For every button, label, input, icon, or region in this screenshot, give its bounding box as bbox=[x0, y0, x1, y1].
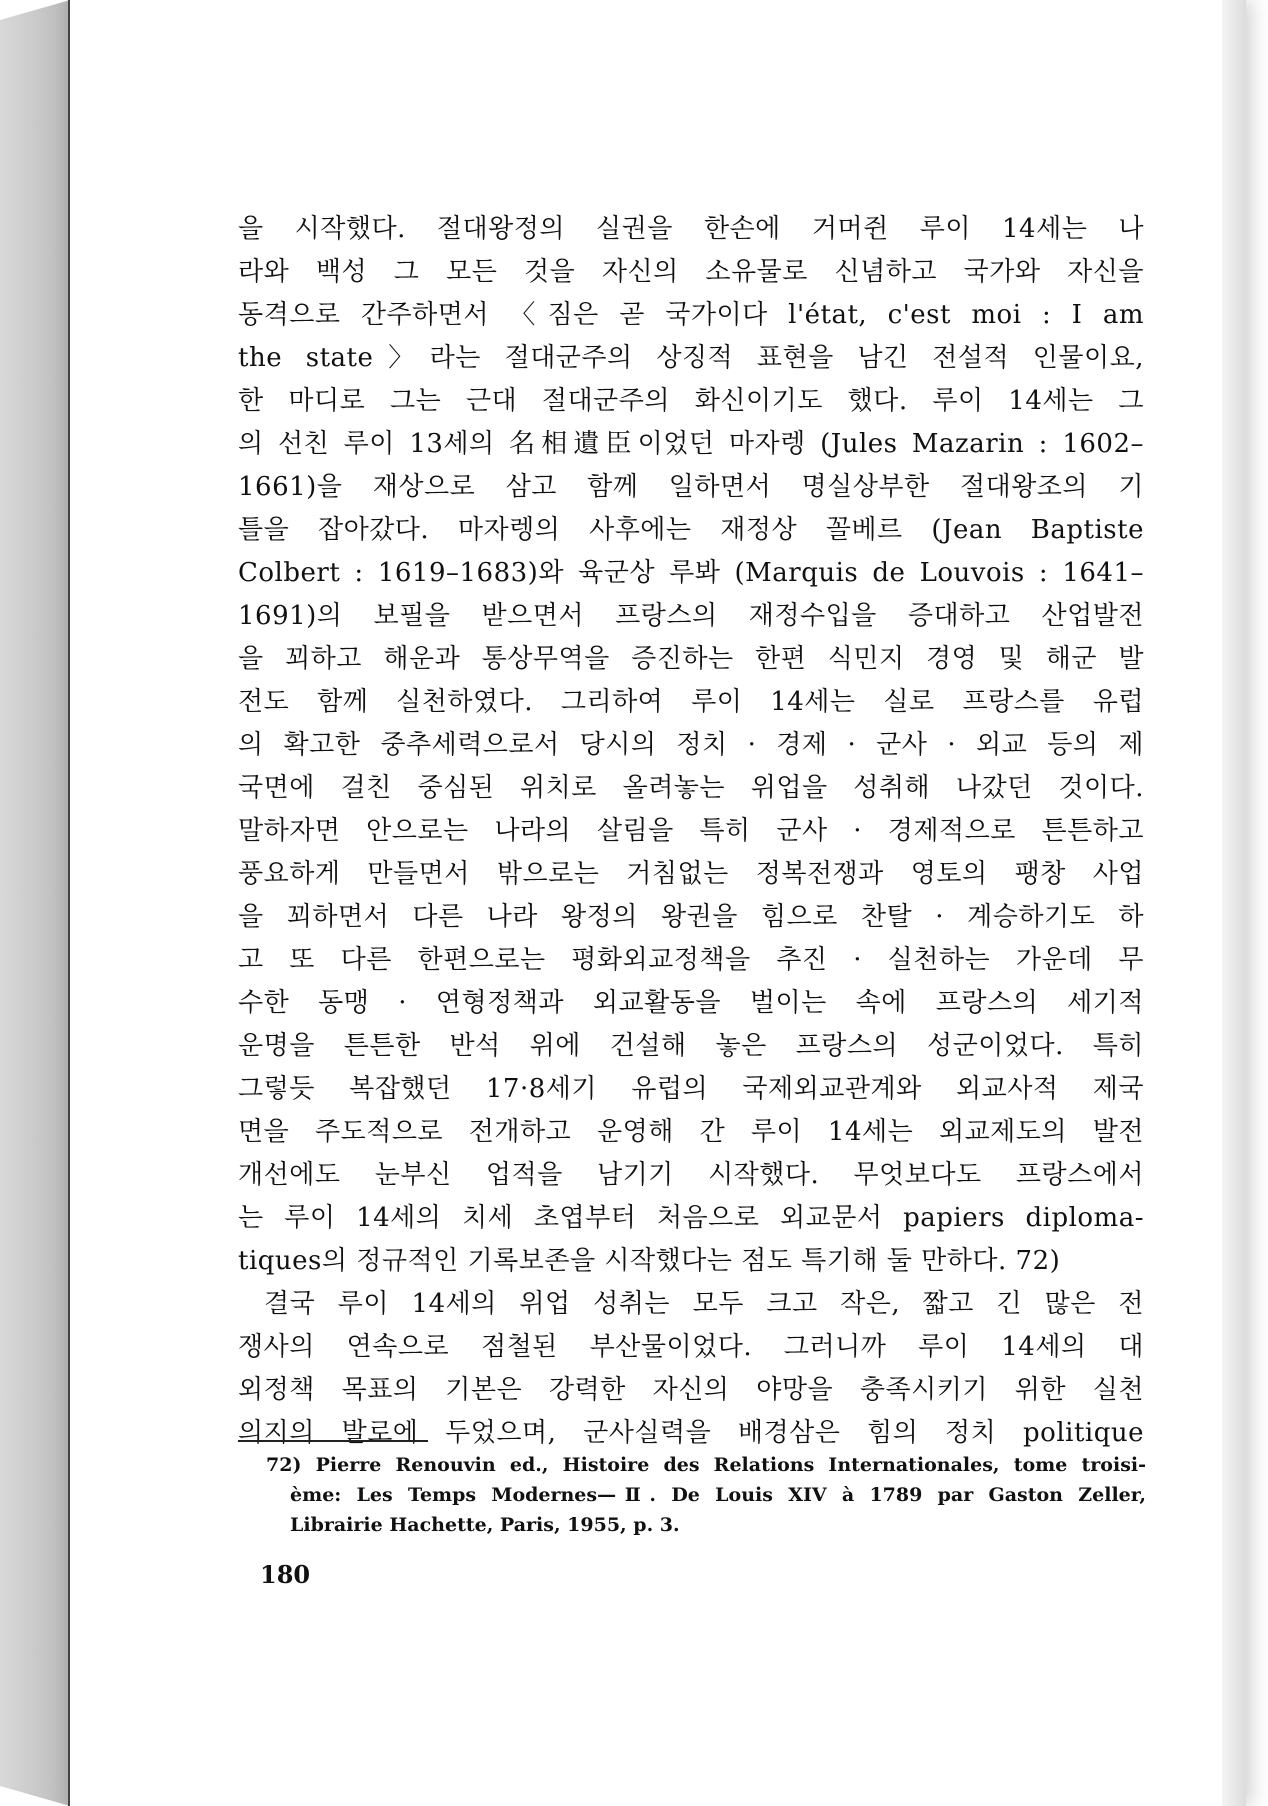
text-line: 쟁사의 연속으로 점철된 부산물이었다. 그러니까 루이 14세의 대 bbox=[238, 1332, 1144, 1362]
text-line: 개선에도 눈부신 업적을 남기기 시작했다. 무엇보다도 프랑스에서 bbox=[238, 1160, 1144, 1190]
footnotes bbox=[266, 1450, 1146, 1540]
text-line: 고 또 다른 한편으로는 평화외교정책을 추진 · 실천하는 가운데 무 bbox=[238, 945, 1144, 975]
text-line: 면을 주도적으로 전개하고 운영해 간 루이 14세는 외교제도의 발전 bbox=[238, 1117, 1144, 1147]
book-spine bbox=[0, 0, 70, 1806]
text-line: 말하자면 안으로는 나라의 살림을 특히 군사 · 경제적으로 튼튼하고 bbox=[238, 816, 1144, 846]
footnote-line: 72) Pierre Renouvin ed., Histoire des Relations Internationales, tome troisi- bbox=[266, 1454, 1146, 1476]
text-line: 는 루이 14세의 치세 초엽부터 처음으로 외교문서 papiers diploma- bbox=[238, 1203, 1144, 1233]
text-line: 을 꾀하면서 다른 나라 왕정의 왕권을 힘으로 찬탈 · 계승하기도 하 bbox=[238, 902, 1144, 932]
text-line: 라와 백성 그 모든 것을 자신의 소유물로 신념하고 국가와 자신을 bbox=[238, 257, 1144, 287]
text-line: 결국 루이 14세의 위업 성취는 모두 크고 작은, 짧고 긴 많은 전 bbox=[264, 1289, 1144, 1319]
footnote-line: ème: Les Temps Modernes—Ⅱ. De Louis XIV à 1789 par Gaston Zeller, bbox=[290, 1484, 1146, 1506]
text-line: tiques의 정규적인 기록보존을 시작했다는 점도 특기해 둘 만하다. 72) bbox=[238, 1246, 1061, 1276]
page-edge bbox=[1222, 0, 1246, 1806]
text-line: 외정책 목표의 기본은 강력한 자신의 야망을 충족시키기 위한 실천 bbox=[238, 1375, 1144, 1405]
footnote-line: Librairie Hachette, Paris, 1955, p. 3. bbox=[290, 1514, 680, 1536]
text-line: Colbert : 1619–1683)와 육군상 루봐 (Marquis de Louvois : 1641– bbox=[238, 558, 1144, 588]
text-line: the state〉라는 절대군주의 상징적 표현을 남긴 전설적 인물이요, bbox=[238, 343, 1144, 373]
text-line: 국면에 걸친 중심된 위치로 올려놓는 위업을 성취해 나갔던 것이다. bbox=[238, 773, 1144, 803]
text-line: 풍요하게 만들면서 밖으로는 거침없는 정복전쟁과 영토의 팽창 사업 bbox=[238, 859, 1144, 889]
book-page bbox=[68, 0, 1246, 1806]
text-line: 의 확고한 중추세력으로서 당시의 정치 · 경제 · 군사 · 외교 등의 제 bbox=[238, 730, 1144, 760]
text-line: 동격으로 간주하면서 〈짐은 곧 국가이다 l'état, c'est moi : I am bbox=[238, 300, 1144, 330]
text-line: 운명을 튼튼한 반석 위에 건설해 놓은 프랑스의 성군이었다. 특히 bbox=[238, 1031, 1144, 1061]
text-line: 의지의 발로에 두었으며, 군사실력을 배경삼은 힘의 정치 politique bbox=[238, 1418, 1144, 1448]
text-line: 을 꾀하고 해운과 통상무역을 증진하는 한편 식민지 경영 및 해군 발 bbox=[238, 644, 1144, 674]
text-line: 전도 함께 실천하였다. 그리하여 루이 14세는 실로 프랑스를 유럽 bbox=[238, 687, 1144, 717]
body-text bbox=[238, 208, 1144, 1455]
text-line: 의 선친 루이 13세의 名相遺臣이었던 마자렝 (Jules Mazarin : 1602– bbox=[238, 429, 1144, 459]
page-number: 180 bbox=[260, 1560, 311, 1589]
text-line: 수한 동맹 · 연형정책과 외교활동을 벌이는 속에 프랑스의 세기적 bbox=[238, 988, 1144, 1018]
text-line: 그렇듯 복잡했던 17·8세기 유럽의 국제외교관계와 외교사적 제국 bbox=[238, 1074, 1144, 1104]
text-line: 한 마디로 그는 근대 절대군주의 화신이기도 했다. 루이 14세는 그 bbox=[238, 386, 1144, 416]
text-line: 을 시작했다. 절대왕정의 실권을 한손에 거머쥔 루이 14세는 나 bbox=[238, 214, 1144, 244]
text-line: 1691)의 보필을 받으면서 프랑스의 재정수입을 증대하고 산업발전 bbox=[238, 601, 1144, 631]
footnote-rule bbox=[238, 1440, 428, 1442]
text-line: 1661)을 재상으로 삼고 함께 일하면서 명실상부한 절대왕조의 기 bbox=[238, 472, 1144, 502]
text-line: 틀을 잡아갔다. 마자렝의 사후에는 재정상 꼴베르 (Jean Baptiste bbox=[238, 515, 1144, 545]
